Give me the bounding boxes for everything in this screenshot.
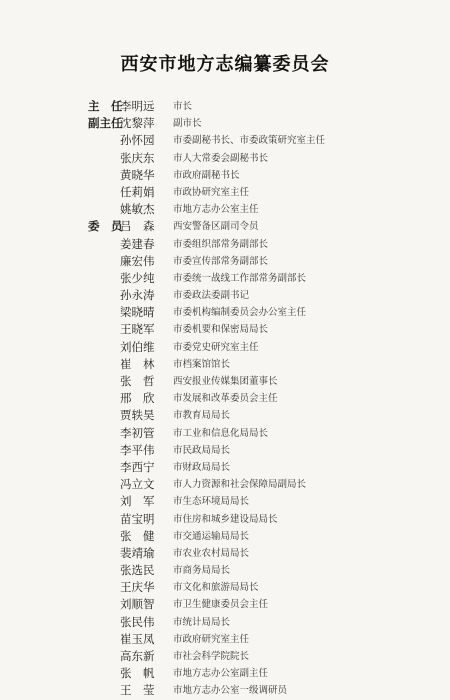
member-name: 黄晓华 — [120, 167, 155, 182]
member-position: 市政府副秘书长 — [173, 169, 240, 181]
member-row — [0, 132, 450, 149]
member-row — [0, 476, 450, 493]
member-position: 市委宣传部常务副部长 — [173, 255, 269, 267]
member-name: 张庆东 — [120, 150, 155, 165]
member-row — [0, 390, 450, 407]
member-name: 王晓军 — [120, 322, 155, 337]
member-row — [0, 562, 450, 579]
member-name: 张 哲 — [120, 374, 155, 388]
member-position: 市统计局局长 — [173, 616, 231, 628]
member-row — [0, 579, 450, 596]
member-name: 王 莹 — [120, 683, 155, 698]
member-row — [0, 545, 450, 562]
member-row — [0, 648, 450, 665]
member-row — [0, 287, 450, 304]
member-role: 副主任 — [88, 116, 123, 131]
member-name: 苗宝明 — [120, 511, 155, 526]
member-name: 沈黎萍 — [120, 116, 155, 131]
member-name: 刘伯维 — [120, 339, 155, 354]
member-name: 张民伟 — [120, 614, 155, 629]
member-row — [0, 425, 450, 442]
page-title: 西安市地方志编纂委员会 — [120, 54, 330, 75]
member-name: 王庆华 — [120, 580, 155, 595]
member-name: 廉宏伟 — [120, 253, 155, 268]
member-position: 副市长 — [173, 118, 202, 130]
member-position: 西安报业传媒集团董事长 — [173, 376, 278, 387]
member-row — [0, 184, 450, 201]
member-name: 梁晓晴 — [120, 305, 155, 320]
member-row — [0, 201, 450, 218]
member-name: 任莉娟 — [120, 184, 155, 199]
member-position: 市文化和旅游局局长 — [173, 582, 259, 594]
member-position: 市民政局局长 — [173, 444, 231, 456]
member-row — [0, 339, 450, 356]
member-position: 市人大常委会副秘书长 — [173, 152, 269, 164]
member-role: 委 员 — [88, 219, 123, 234]
member-name: 张 帆 — [120, 666, 155, 681]
member-name: 裴靖瑜 — [120, 545, 155, 560]
member-row — [0, 115, 450, 132]
member-position: 市工业和信息化局局长 — [173, 427, 269, 439]
member-position: 市委统一战线工作部常务副部长 — [173, 272, 307, 284]
member-position: 市地方志办公室主任 — [173, 204, 259, 216]
member-name: 邢 欣 — [120, 391, 155, 406]
member-name: 李初管 — [120, 425, 155, 440]
member-name: 李西宁 — [120, 459, 155, 474]
member-name: 张 健 — [120, 528, 155, 543]
member-position: 市委副秘书长、市委政策研究室主任 — [173, 135, 326, 147]
member-name: 冯立文 — [120, 477, 155, 492]
member-position: 市人力资源和社会保障局副局长 — [173, 479, 307, 491]
member-row — [0, 459, 450, 476]
member-role: 主 任 — [88, 99, 123, 113]
member-position: 市财政局局长 — [173, 461, 231, 473]
member-row — [0, 442, 450, 459]
member-row — [0, 596, 450, 613]
member-name: 孙怀园 — [120, 133, 155, 148]
member-position: 市委组织部常务副部长 — [173, 238, 269, 250]
member-position: 市委党史研究室主任 — [173, 341, 259, 353]
member-position: 市教育局局长 — [173, 410, 231, 422]
member-position: 市档案馆馆长 — [173, 358, 231, 370]
member-row — [0, 511, 450, 528]
member-row — [0, 682, 450, 699]
member-position: 市地方志办公室一级调研员 — [173, 685, 288, 697]
member-position: 市委机构编制委员会办公室主任 — [173, 307, 307, 319]
member-position: 市委政法委副书记 — [173, 290, 250, 302]
member-position: 市发展和改革委员会主任 — [173, 393, 278, 405]
member-position: 市住房和城乡建设局局长 — [173, 513, 278, 525]
member-name: 张少纯 — [120, 270, 155, 285]
member-position: 市交通运输局局长 — [173, 530, 250, 542]
member-name: 刘 军 — [120, 494, 155, 509]
member-position: 市长 — [173, 101, 193, 112]
member-row — [0, 631, 450, 648]
member-row — [0, 321, 450, 338]
member-row — [0, 253, 450, 270]
member-position: 市生态环境局局长 — [173, 496, 250, 508]
member-row — [0, 236, 450, 253]
member-name: 孙永涛 — [120, 288, 155, 303]
member-name: 贾轶昊 — [120, 408, 155, 423]
member-position: 市委机要和保密局局长 — [173, 324, 269, 336]
member-row — [0, 167, 450, 184]
member-row — [0, 270, 450, 287]
member-row — [0, 493, 450, 510]
member-name: 李明远 — [120, 99, 155, 113]
member-row — [0, 356, 450, 373]
member-name: 崔 林 — [120, 356, 155, 371]
member-position: 市农业农村局局长 — [173, 547, 250, 559]
member-row — [0, 373, 450, 390]
member-position: 市社会科学院院长 — [173, 651, 250, 662]
member-row — [0, 614, 450, 631]
member-row — [0, 528, 450, 545]
member-position: 西安警备区副司令员 — [173, 221, 259, 233]
member-row — [0, 665, 450, 682]
member-row — [0, 218, 450, 235]
member-name: 张选民 — [120, 563, 155, 578]
member-name: 吕 森 — [120, 219, 155, 234]
member-row — [0, 98, 450, 115]
member-position: 市地方志办公室副主任 — [173, 668, 269, 680]
member-name: 李平伟 — [120, 442, 155, 457]
member-name: 姜建春 — [120, 236, 155, 251]
member-list — [0, 98, 450, 700]
member-position: 市卫生健康委员会主任 — [173, 599, 269, 611]
member-position: 市政府研究室主任 — [173, 633, 250, 645]
member-position: 市商务局局长 — [173, 565, 231, 577]
member-position: 市政协研究室主任 — [173, 186, 250, 198]
member-name: 高东新 — [120, 649, 155, 663]
member-name: 姚敏杰 — [120, 202, 155, 217]
member-name: 刘顺智 — [120, 597, 155, 612]
member-name: 崔玉凤 — [120, 631, 155, 646]
member-row — [0, 150, 450, 167]
member-row — [0, 407, 450, 424]
member-row — [0, 304, 450, 321]
